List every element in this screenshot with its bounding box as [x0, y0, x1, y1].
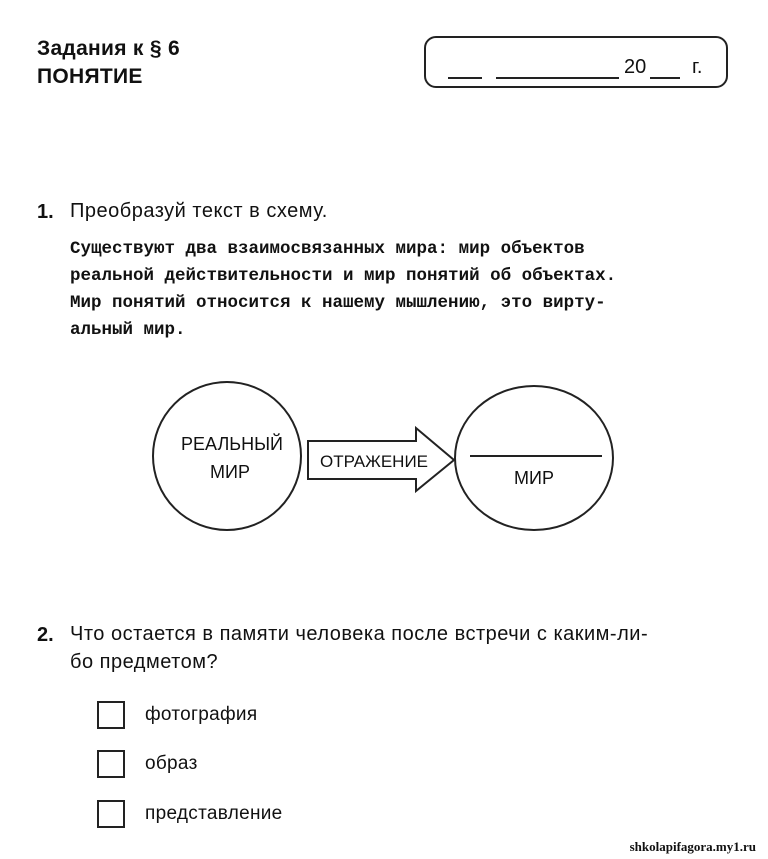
- task2-prompt-line1: Что остается в памяти человека после встречи с каким-ли-: [70, 623, 649, 645]
- page-subtitle: ПОНЯТИЕ: [37, 65, 143, 88]
- concept-world-label: МИР: [514, 468, 554, 488]
- task1-text-line: Мир понятий относится к нашему мышлению, это вирту-: [70, 293, 606, 313]
- real-world-circle: [152, 381, 302, 531]
- date-day-blank[interactable]: [448, 77, 482, 79]
- option-label: образ: [145, 753, 198, 774]
- option-label: фотография: [145, 704, 258, 725]
- option-checkbox[interactable]: [97, 800, 125, 828]
- real-world-label-line2: МИР: [210, 462, 250, 482]
- option-checkbox[interactable]: [97, 701, 125, 729]
- task1-text-line: Существуют два взаимосвязанных мира: мир объектов: [70, 239, 585, 259]
- real-world-label-line1: РЕАЛЬНЫЙ: [181, 434, 283, 454]
- task1-text: [70, 236, 730, 344]
- date-year-prefix: 20: [624, 56, 647, 78]
- date-year-suffix: г.: [692, 56, 703, 78]
- reflection-arrow-label: ОТРАЖЕНИЕ: [319, 452, 429, 471]
- option-checkbox[interactable]: [97, 750, 125, 778]
- option-label: представление: [145, 803, 283, 824]
- task1-number: 1.: [37, 201, 54, 223]
- task2-prompt-line2: бо предметом?: [70, 651, 219, 673]
- concept-world-blank[interactable]: [470, 455, 602, 457]
- concept-world-circle: [454, 385, 614, 531]
- task2-number: 2.: [37, 624, 54, 646]
- task1-text-line: альный мир.: [70, 320, 186, 340]
- watermark: shkolapifagora.my1.ru: [629, 839, 756, 854]
- task1-prompt: Преобразуй текст в схему.: [70, 200, 328, 222]
- date-box: [424, 36, 728, 88]
- date-year-blank[interactable]: [650, 77, 680, 79]
- page-title: Задания к § 6: [37, 37, 180, 60]
- task1-text-line: реальной действительности и мир понятий об объектах.: [70, 266, 617, 286]
- date-month-blank[interactable]: [496, 77, 619, 79]
